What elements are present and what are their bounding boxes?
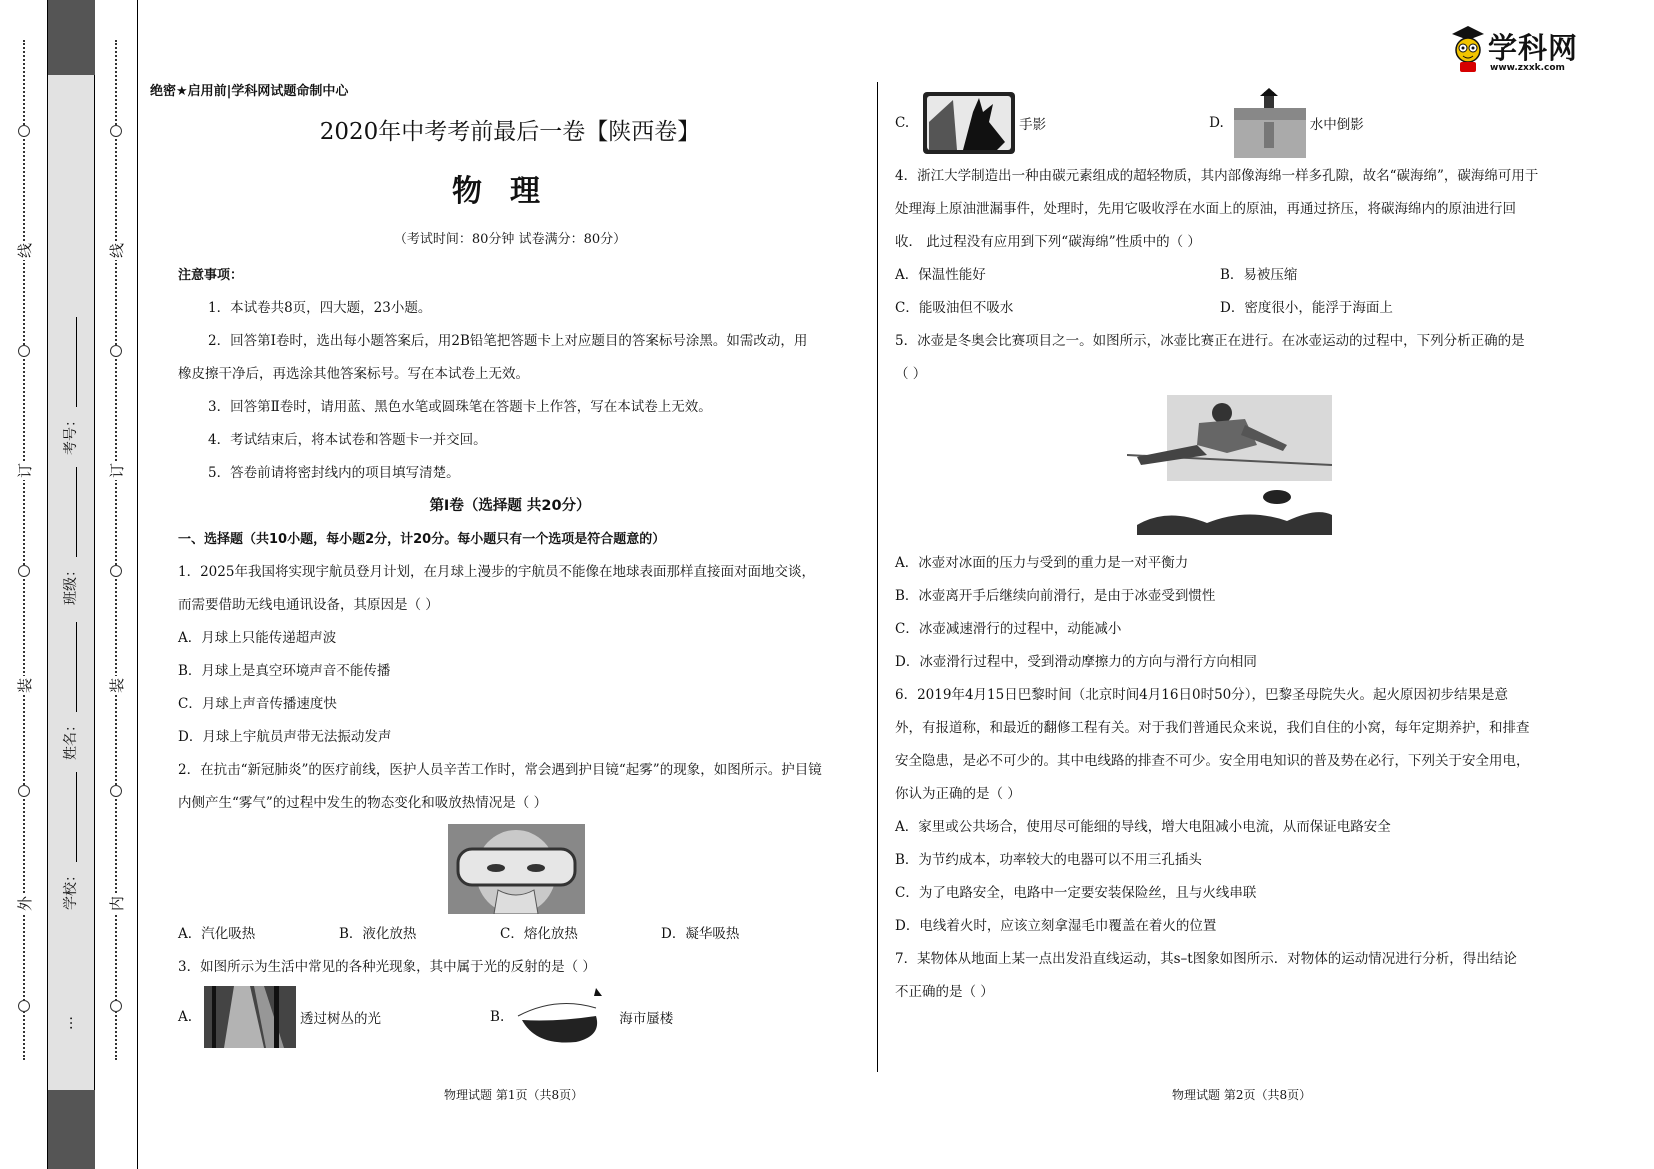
inner-seal-column <box>95 0 138 1169</box>
outer-seal-column <box>0 0 48 1169</box>
q3-caption: 水中倒影 <box>1309 117 1364 133</box>
q2-option: A．汽化吸热 <box>178 926 256 942</box>
q6-option: D．电线着火时，应该立刻拿湿毛巾覆盖在着火的位置 <box>895 918 1217 934</box>
seal-circle <box>110 785 122 797</box>
xueke-logo <box>1448 24 1578 74</box>
curling-image <box>1127 395 1332 535</box>
seal-circle <box>110 565 122 577</box>
q4-option: C．能吸油但不吸水 <box>895 300 1014 316</box>
q3-letter: C. <box>895 115 910 131</box>
notice-item: 2．回答第Ⅰ卷时，选出每小题答案后，用2B铅笔把答题卡上对应题目的答案标号涂黑。如需改动，用 <box>208 333 808 349</box>
q6-stem: 安全隐患，是必不可少的。其中电线路的排查不可少。安全用电知识的普及势在必行，下列关于安全用电， <box>895 753 1530 769</box>
q2-options <box>150 918 870 951</box>
inner-char-line: 线 <box>108 242 127 259</box>
exam-title: 2020年中考考前最后一卷【陕西卷】 <box>319 119 701 145</box>
exam-number-field: 考号： <box>60 317 80 455</box>
q6-stem: 6．2019年4月15日巴黎时间（北京时间4月16日0时50分），巴黎圣母院失火。起火原因初步结果是意 <box>895 687 1508 703</box>
seal-circle <box>18 785 30 797</box>
q4-stem: 处理海上原油泄漏事件，处理时，先用它吸收浮在水面上的原油，再通过挤压，将碳海绵内的原油进行回 <box>895 201 1516 217</box>
q4-option: D．密度很小，能浮于海面上 <box>1220 300 1393 316</box>
secret-banner: 绝密★启用前|学科网试题命制中心 <box>150 84 349 99</box>
page-divider <box>877 82 878 1072</box>
q3-letter: A. <box>178 1009 193 1025</box>
seal-circle <box>18 345 30 357</box>
class-field: 班级： <box>60 467 80 605</box>
q4-stem: 4．浙江大学制造出一种由碳元素组成的超轻物质，其内部像海绵一样多孔隙，故名“碳海绵”，碳海绵可用于 <box>895 168 1539 184</box>
q3-caption: 手影 <box>1019 117 1047 133</box>
q5-stem: 5．冰壶是冬奥会比赛项目之一。如图所示，冰壶比赛正在进行。在冰壶运动的过程中，下列分析正确的是 <box>895 333 1525 349</box>
q4-stem: 收． 此过程没有应用到下列“碳海绵”性质中的（ ） <box>895 234 1201 250</box>
seal-circle <box>110 345 122 357</box>
q6-option: B．为节约成本，功率较大的电器可以不用三孔插头 <box>895 852 1202 868</box>
q4-options <box>895 259 1595 292</box>
inner-char-inside: 内 <box>108 895 127 912</box>
logo-text: 学科网 <box>1488 30 1579 65</box>
q6-option: C．为了电路安全，电路中一定要安装保险丝，且与火线串联 <box>895 885 1257 901</box>
footer-page-2: 物理试题 第2页（共8页） <box>1172 1088 1312 1102</box>
q1-option: B．月球上是真空环境声音不能传播 <box>178 663 391 679</box>
q5-option: C．冰壶减速滑行的过程中，动能减小 <box>895 621 1122 637</box>
seal-circle <box>18 1000 30 1012</box>
q2-stem: 内侧产生“雾气”的过程中发生的物态变化和吸放热情况是（ ） <box>178 795 548 811</box>
q3-options-row-2 <box>895 88 1595 158</box>
school-field: 学校： <box>60 772 80 910</box>
q7-stem: 7．某物体从地面上某一点出发沿直线运动，其s–t图象如图所示．对物体的运动情况进行分析，得出结论 <box>895 951 1517 967</box>
q5-stem: （ ） <box>895 366 927 382</box>
outer-char-bind: 装 <box>16 677 35 694</box>
notice-heading: 注意事项： <box>178 268 244 283</box>
q1-option: A．月球上只能传递超声波 <box>178 630 337 646</box>
q3-options-row <box>150 986 870 1048</box>
section-instruction: 一、选择题（共10小题，每小题2分，计20分。每小题只有一个选项是符合题意的） <box>178 532 666 547</box>
q1-stem: 1．2025年我国将实现宇航员登月计划，在月球上漫步的宇航员不能像在地球表面那样直接面对面地交谈， <box>178 564 815 580</box>
seal-circle <box>18 565 30 577</box>
strip-bottom-block <box>48 1090 95 1169</box>
q5-option: B．冰壶离开手后继续向前滑行，是由于冰壶受到惯性 <box>895 588 1216 604</box>
q3-stem: 3．如图所示为生活中常见的各种光现象，其中属于光的反射的是（ ） <box>178 959 596 975</box>
notice-item: 4．考试结束后，将本试卷和答题卡一并交回。 <box>208 432 487 448</box>
q4-option: B．易被压缩 <box>1220 267 1298 283</box>
outer-char-order: 订 <box>16 462 35 479</box>
q4-option: A．保温性能好 <box>895 267 986 283</box>
q7-stem: 不正确的是（ ） <box>895 984 994 1000</box>
page-2 <box>895 108 1595 1009</box>
goggles-face-image <box>448 824 585 914</box>
notice-item: 1．本试卷共8页，四大题，23小题。 <box>208 300 432 316</box>
page-1 <box>150 80 870 1048</box>
q5-figure <box>895 395 1595 539</box>
q4-options <box>895 292 1595 325</box>
outer-char-line: 线 <box>16 242 35 259</box>
inner-char-order: 订 <box>108 462 127 479</box>
seal-circle <box>110 1000 122 1012</box>
notice-item: 5．答卷前请将密封线内的项目填写清楚。 <box>208 465 460 481</box>
seal-circle <box>18 125 30 137</box>
q1-stem: 而需要借助无线电通讯设备，其原因是（ ） <box>178 597 439 613</box>
q2-figure <box>150 824 870 918</box>
exam-time: （考试时间：80分钟 试卷满分：80分） <box>393 232 627 247</box>
section-title: 第Ⅰ卷（选择题 共20分） <box>429 498 591 514</box>
name-field-strip <box>48 0 95 1169</box>
strip-ellipsis: … <box>60 1016 76 1030</box>
q2-stem: 2．在抗击“新冠肺炎”的医疗前线，医护人员辛苦工作时，常会遇到护目镜“起雾”的现象，如图所示。护目镜 <box>178 762 822 778</box>
logo-url: www.zxxk.com <box>1490 62 1565 73</box>
q6-stem: 外，有报道称，和最近的翻修工程有关。对于我们普通民众来说，我们自住的小窝，每年定期养护，和排查 <box>895 720 1530 736</box>
q6-option: A．家里或公共场合，使用尽可能细的导线，增大电阻减小电流，从而保证电路安全 <box>895 819 1391 835</box>
q1-option: D．月球上宇航员声带无法振动发声 <box>178 729 392 745</box>
name-field: 姓名： <box>60 622 80 760</box>
q5-option: D．冰壶滑行过程中，受到滑动摩擦力的方向与滑行方向相同 <box>895 654 1257 670</box>
notice-item: 橡皮擦干净后，再选涂其他答案标号。写在本试卷上无效。 <box>178 366 529 382</box>
hand-shadow-image <box>923 92 1015 154</box>
q3-letter: B. <box>490 1009 505 1025</box>
strip-top-block <box>48 0 95 75</box>
q1-option: C．月球上声音传播速度快 <box>178 696 337 712</box>
q3-letter: D. <box>1209 115 1224 131</box>
q3-caption: 海市蜃楼 <box>619 1011 674 1027</box>
notice-item: 3．回答第Ⅱ卷时，请用蓝、黑色水笔或圆珠笔在答题卡上作答，写在本试卷上无效。 <box>208 399 712 415</box>
q3-caption: 透过树丛的光 <box>300 1011 382 1027</box>
q2-option: C．熔化放热 <box>500 926 578 942</box>
q2-option: B．液化放热 <box>339 926 417 942</box>
mirage-image <box>516 986 611 1048</box>
water-reflection-image <box>1234 88 1306 158</box>
q5-option: A．冰壶对冰面的压力与受到的重力是一对平衡力 <box>895 555 1189 571</box>
q2-option: D．凝华吸热 <box>661 926 740 942</box>
q6-stem: 你认为正确的是（ ） <box>895 786 1021 802</box>
subject-title: 物理 <box>452 174 568 209</box>
footer-page-1: 物理试题 第1页（共8页） <box>444 1088 584 1102</box>
inner-char-bind: 装 <box>108 677 127 694</box>
mascot-icon <box>1448 24 1488 74</box>
outer-char-outside: 外 <box>16 895 35 912</box>
seal-circle <box>110 125 122 137</box>
binding-margin <box>0 0 138 1169</box>
forest-light-image <box>204 986 296 1048</box>
